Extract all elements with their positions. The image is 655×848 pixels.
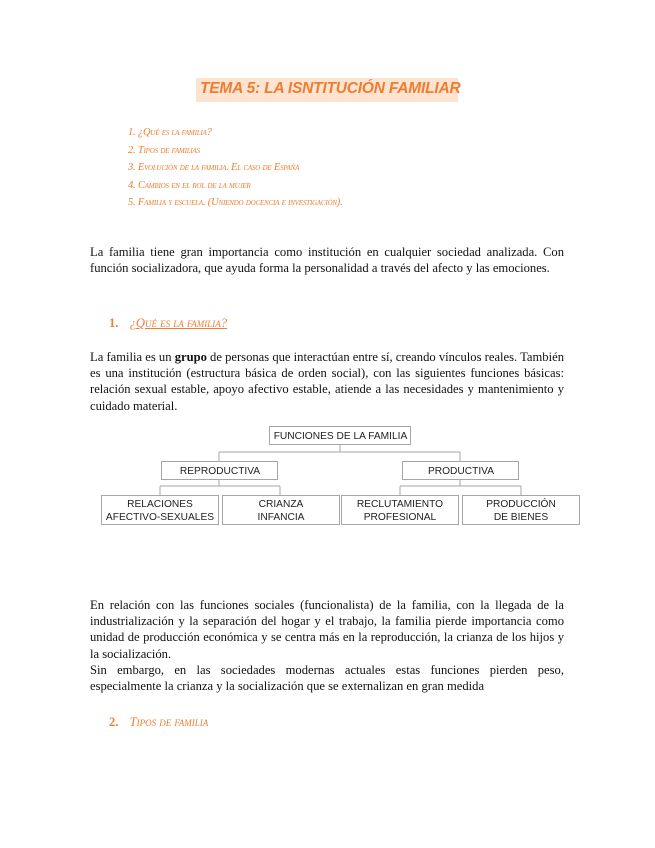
diagram-reproductive-label: REPRODUCTIVA: [179, 465, 261, 477]
toc-item: 1. ¿Qué es la familia?: [128, 127, 212, 138]
section-number: 2.: [109, 715, 119, 729]
section-2-heading: [109, 715, 208, 730]
section-number: 1.: [109, 316, 119, 330]
section-title: ¿Qué es la familia?: [129, 316, 228, 330]
diagram-leaf-label: CRIANZA INFANCIA: [257, 498, 305, 523]
diagram-leaf-label: RELACIONES AFECTIVO-SEXUALES: [105, 498, 215, 523]
diagram-leaf-label: PRODUCCIÓN DE BIENES: [486, 498, 556, 523]
diagram-leaf-label: RECLUTAMIENTO PROFESIONAL: [356, 498, 444, 523]
toc-item: 4. Cambios en el rol de la mujer: [128, 179, 251, 191]
intro-paragraph: La familia tiene gran importancia como institución en cualquier sociedad analizada. Con función socializadora, que ayuda forma la personalidad a través del afecto y las emociones.: [90, 245, 564, 276]
diagram-productive-label: PRODUCTIVA: [427, 465, 495, 477]
bold-term: grupo: [174, 350, 207, 364]
section-title: Tipos de familia: [129, 715, 209, 729]
toc-item: 5. Familia y escuela. (Uniendo docencia e investigación).: [128, 197, 343, 208]
diagram-root-label: FUNCIONES DE LA FAMILIA: [273, 430, 408, 442]
page-title: TEMA 5: LA ISNTITUCIÓN FAMILIAR: [200, 80, 461, 97]
paragraph-text: La familia es un: [90, 350, 175, 364]
toc-item: 3. Evolución de la familia. El caso de España: [128, 162, 300, 173]
functions-paragraph: En relación con las funciones sociales (funcionalista) de la familia, con la llegada de la industrialización y la separación del hogar y el trabajo, la familia pierde importancia como unidad de producción económica y se centra más en la reproducción, la crianza de los hijos y la socialización.: [90, 598, 564, 661]
paragraph-text: de personas que interactúan entre sí, creando vínculos reales. También es una institución (estructura básica de orden social), con las siguientes funciones básicas: relación sexual estable, apoyo afectivo estable, atiende a las necesidades y mantenimiento y cuidado material.: [90, 350, 564, 413]
toc-item: 2. Tipos de familias: [128, 144, 200, 156]
modern-society-paragraph: Sin embargo, en las sociedades modernas actuales estas funciones pierden peso, especialmente la crianza y la socialización que se externalizan en gran medida: [90, 663, 564, 694]
